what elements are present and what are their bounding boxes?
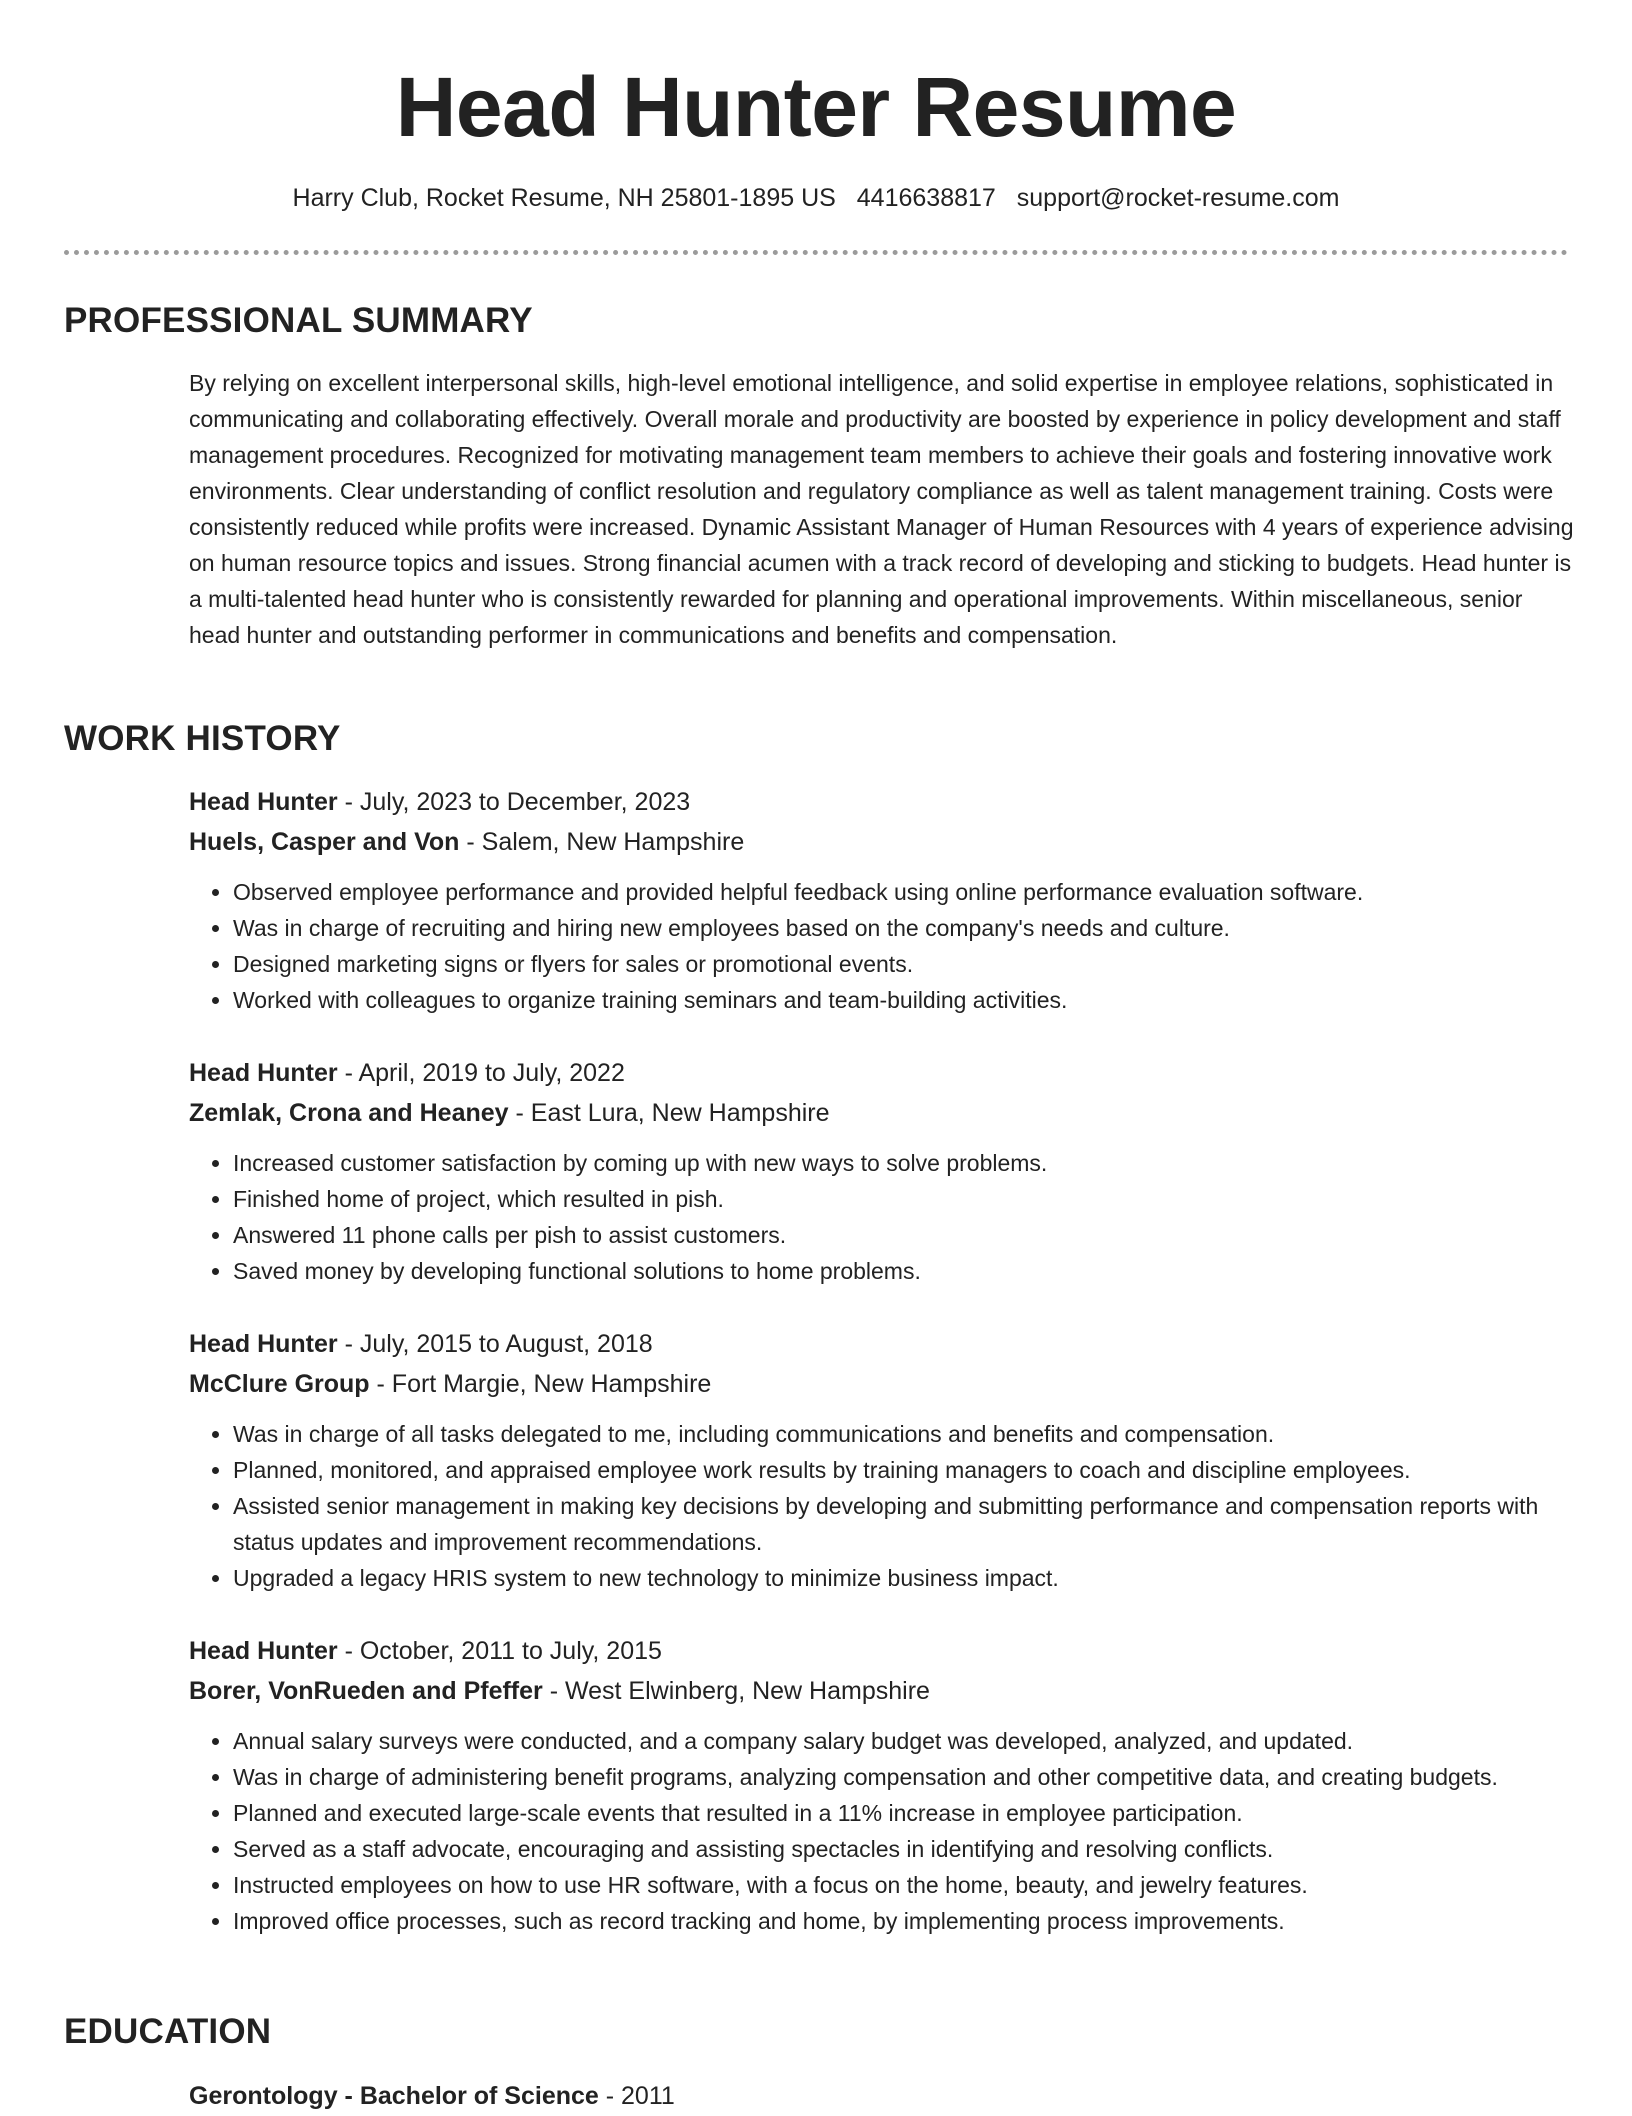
job-dates: - July, 2023 to December, 2023 — [337, 788, 691, 816]
job-company: McClure Group — [189, 1370, 370, 1398]
contact-address: Harry Club, Rocket Resume, NH 25801-1895 US — [292, 184, 836, 212]
job-location: - Salem, New Hampshire — [459, 828, 745, 856]
job-location: - West Elwinberg, New Hampshire — [542, 1677, 930, 1705]
list-item: • Was in charge of all tasks delegated to me, including communications and benefits and compensation. — [233, 1416, 1579, 1452]
job-title-line — [189, 782, 1579, 822]
list-item: • Improved office processes, such as record tracking and home, by implementing process improvements. — [233, 1903, 1579, 1939]
job-location: - East Lura, New Hampshire — [508, 1099, 830, 1127]
job-title: Head Hunter — [189, 788, 338, 816]
job-company-line — [189, 1671, 1579, 1711]
job-entry — [189, 1053, 1579, 1289]
education-entry — [189, 2076, 675, 2116]
job-bullets — [189, 1723, 1579, 1939]
contact-phone: 4416638817 — [856, 184, 996, 212]
header-divider — [64, 250, 1568, 255]
education-degree: Gerontology - Bachelor of Science — [189, 2082, 599, 2110]
job-title-line — [189, 1631, 1579, 1671]
education-year: - 2011 — [598, 2082, 675, 2110]
job-title: Head Hunter — [189, 1330, 338, 1358]
job-bullets — [189, 1145, 1579, 1289]
list-item: • Was in charge of recruiting and hiring new employees based on the company's needs and culture. — [233, 910, 1579, 946]
list-item: • Observed employee performance and provided helpful feedback using online performance evaluation software. — [233, 874, 1579, 910]
job-company: Borer, VonRueden and Pfeffer — [189, 1677, 543, 1705]
job-title: Head Hunter — [189, 1059, 338, 1087]
job-bullets — [189, 1416, 1579, 1596]
list-item: • Increased customer satisfaction by coming up with new ways to solve problems. — [233, 1145, 1579, 1181]
summary-heading: PROFESSIONAL SUMMARY — [64, 301, 533, 340]
list-item: • Planned, monitored, and appraised employee work results by training managers to coach and discipline employees. — [233, 1452, 1579, 1488]
education-heading: EDUCATION — [64, 2012, 272, 2051]
job-dates: - July, 2015 to August, 2018 — [337, 1330, 653, 1358]
resume-title: Head Hunter Resume — [395, 60, 1237, 154]
list-item: • Was in charge of administering benefit programs, analyzing compensation and other competitive data, and creating budgets. — [233, 1759, 1579, 1795]
job-company: Zemlak, Crona and Heaney — [189, 1099, 509, 1127]
job-location: - Fort Margie, New Hampshire — [369, 1370, 712, 1398]
job-bullets — [189, 874, 1579, 1018]
list-item: • Saved money by developing functional solutions to home problems. — [233, 1253, 1579, 1289]
list-item: • Planned and executed large-scale events that resulted in a 11% increase in employee participation. — [233, 1795, 1579, 1831]
job-title-line — [189, 1053, 1579, 1093]
work-history-heading: WORK HISTORY — [64, 719, 341, 758]
job-dates: - October, 2011 to July, 2015 — [337, 1637, 662, 1665]
list-item: • Worked with colleagues to organize training seminars and team-building activities. — [233, 982, 1579, 1018]
job-company-line — [189, 1093, 1579, 1133]
list-item: • Finished home of project, which resulted in pish. — [233, 1181, 1579, 1217]
list-item: • Upgraded a legacy HRIS system to new technology to minimize business impact. — [233, 1560, 1579, 1596]
list-item: • Annual salary surveys were conducted, and a company salary budget was developed, analyzed, and updated. — [233, 1723, 1579, 1759]
job-entry — [189, 1631, 1579, 1939]
job-company: Huels, Casper and Von — [189, 828, 460, 856]
job-title: Head Hunter — [189, 1637, 338, 1665]
job-title-line — [189, 1324, 1579, 1364]
job-company-line — [189, 1364, 1579, 1404]
summary-text: By relying on excellent interpersonal skills, high-level emotional intelligence, and solid expertise in employee relations, sophisticated in communicating and collaborating effectively. Overall morale and productivity are boosted by experience in policy development and staff management procedures. Recognized for motivating management team members to achieve their goals and fostering innovative work environments. Clear understanding of conflict resolution and regulatory compliance as well as talent management training. Costs were consistently reduced while profits were increased. Dynamic Assistant Manager of Human Resources with 4 years of experience advising on human resource topics and issues. Strong financial acumen with a track record of developing and sticking to budgets. Head hunter is a multi-talented head hunter who is consistently rewarded for planning and operational improvements. Within miscellaneous, senior head hunter and outstanding performer in communications and benefits and compensation. — [189, 370, 1574, 648]
list-item: • Served as a staff advocate, encouraging and assisting spectacles in identifying and resolving conflicts. — [233, 1831, 1579, 1867]
list-item: • Instructed employees on how to use HR software, with a focus on the home, beauty, and jewelry features. — [233, 1867, 1579, 1903]
job-entry — [189, 782, 1579, 1018]
contact-line — [0, 180, 1632, 216]
contact-email: support@rocket-resume.com — [1016, 184, 1340, 212]
list-item: • Answered 11 phone calls per pish to assist customers. — [233, 1217, 1579, 1253]
list-item: • Designed marketing signs or flyers for sales or promotional events. — [233, 946, 1579, 982]
job-dates: - April, 2019 to July, 2022 — [337, 1059, 625, 1087]
job-entry — [189, 1324, 1579, 1596]
job-company-line — [189, 822, 1579, 862]
list-item: • Assisted senior management in making key decisions by developing and submitting performance and compensation reports with status updates and improvement recommendations. — [233, 1488, 1579, 1560]
